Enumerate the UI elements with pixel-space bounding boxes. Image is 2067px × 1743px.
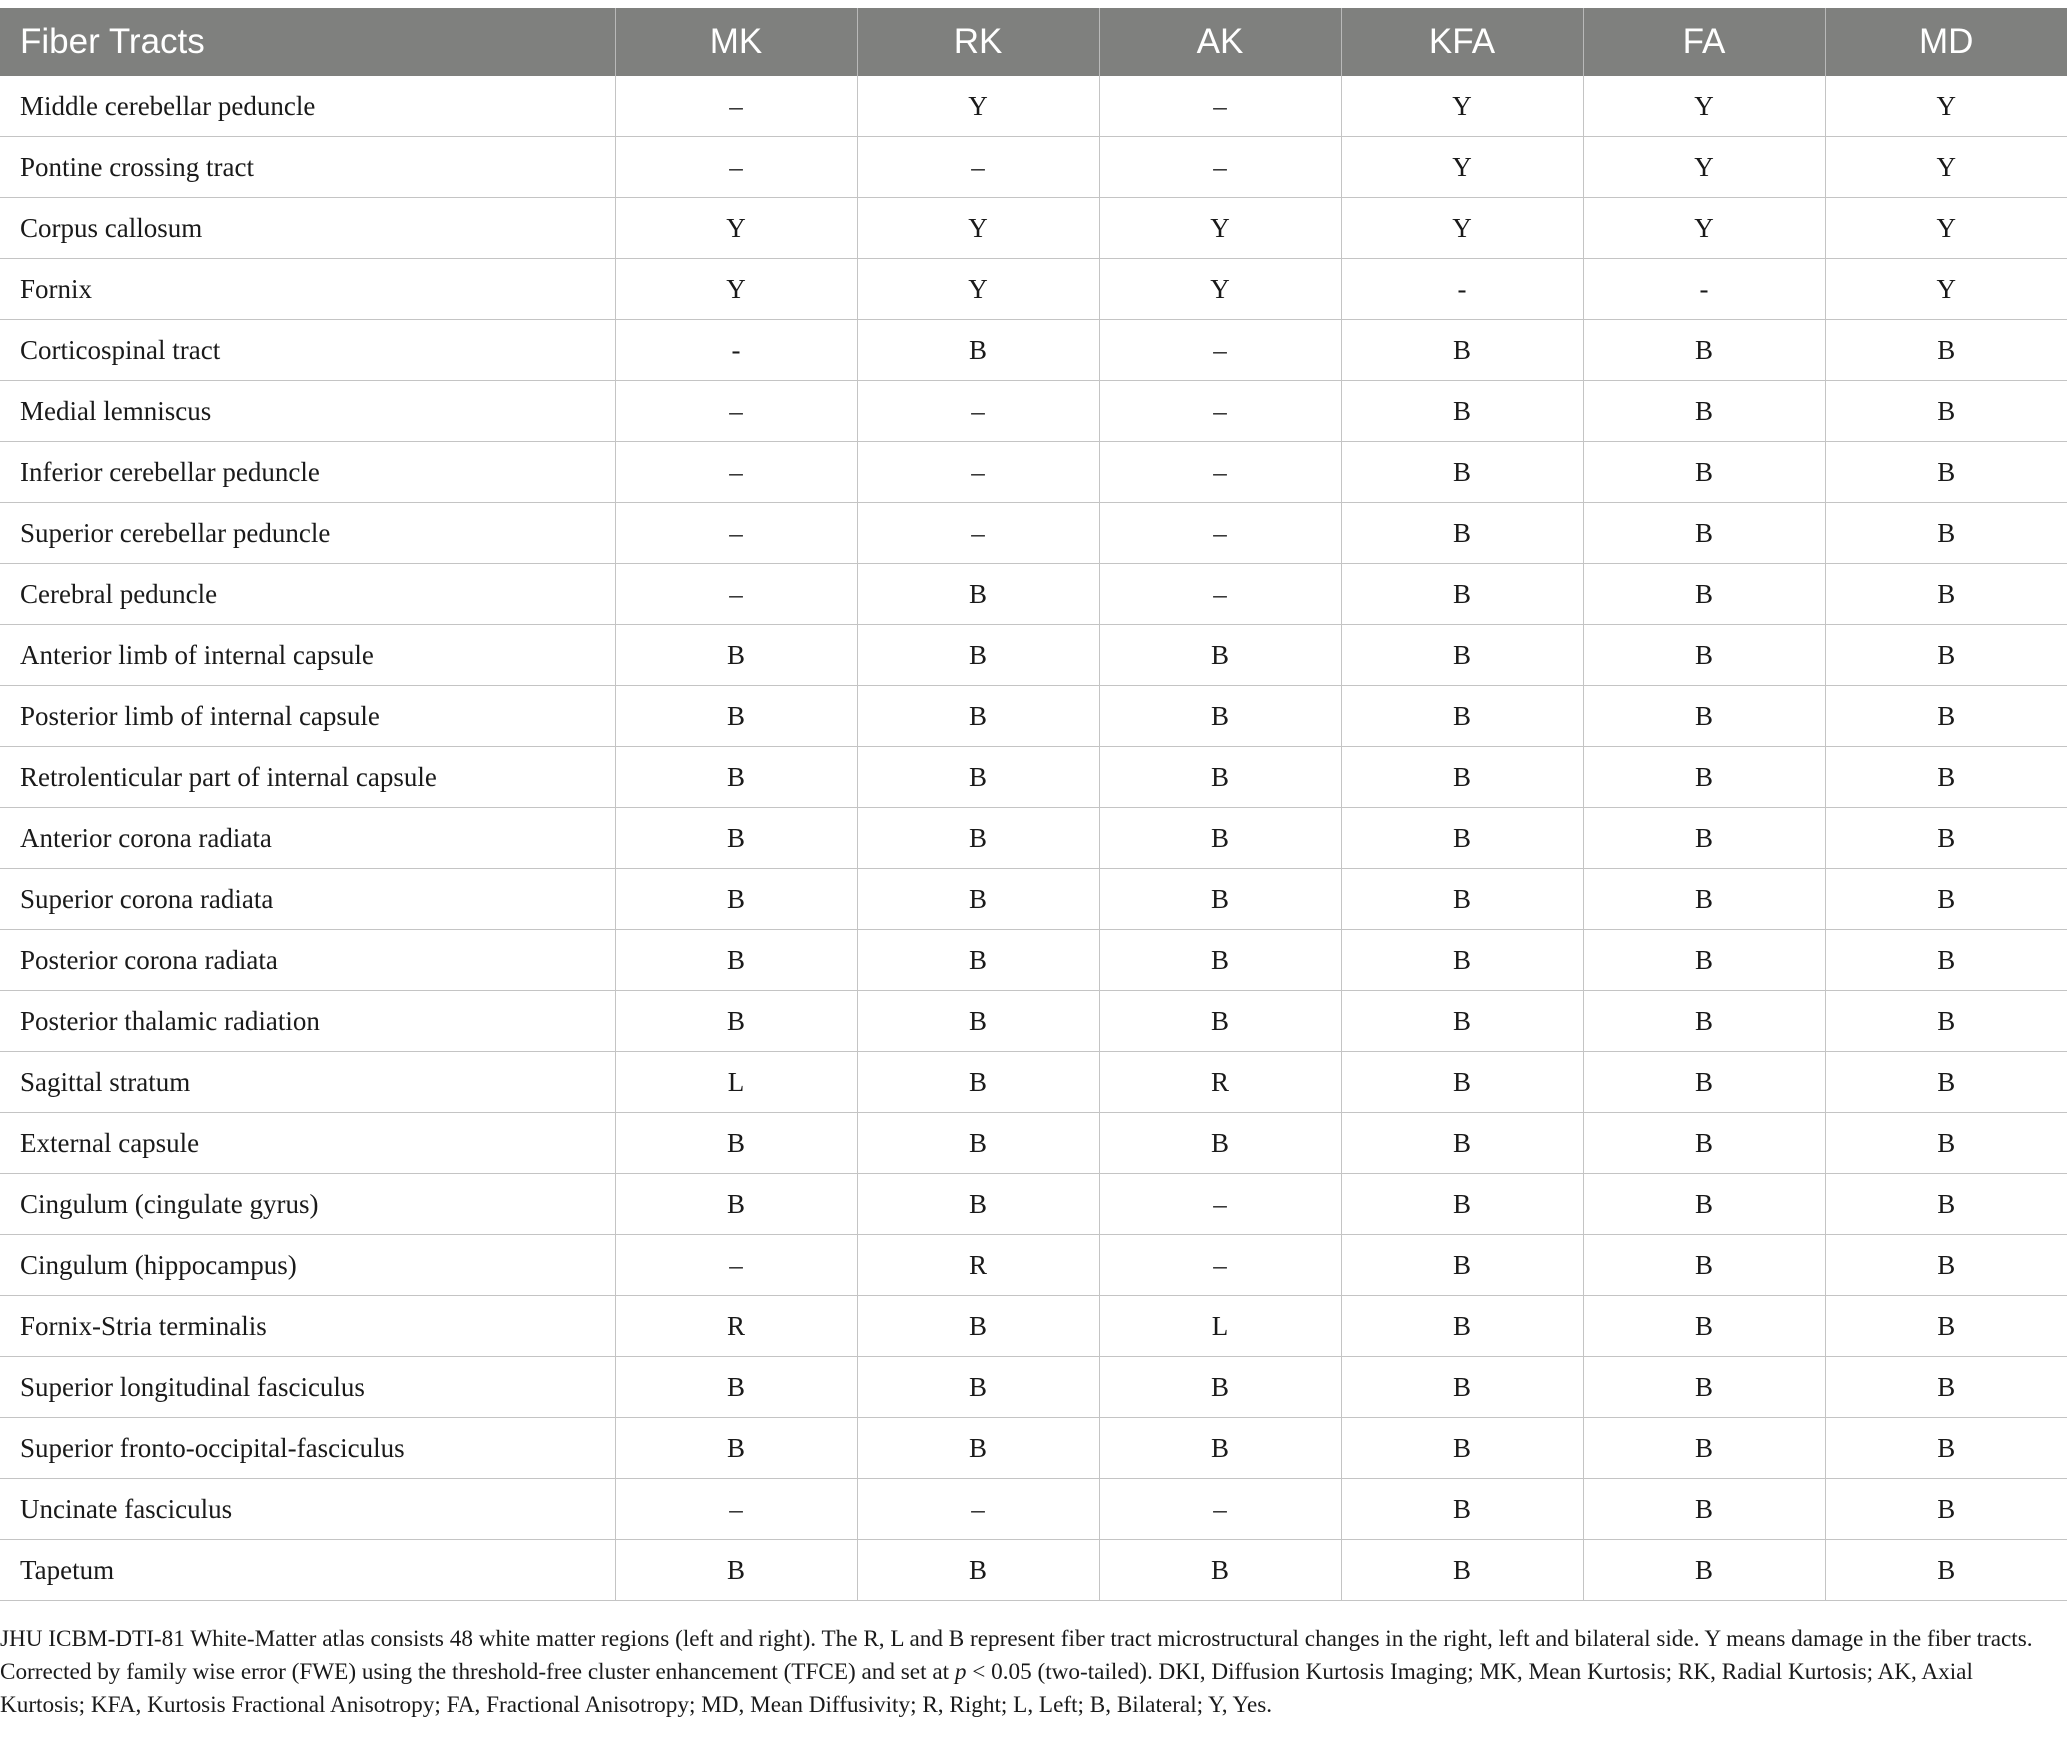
value-cell-ak: Y (1099, 198, 1341, 259)
value-cell-kfa: B (1341, 1540, 1583, 1601)
table-row (0, 991, 2067, 1052)
value-cell-md: Y (1825, 198, 2067, 259)
table-row (0, 625, 2067, 686)
value-cell-kfa: B (1341, 869, 1583, 930)
value-cell-fa: B (1583, 564, 1825, 625)
footnote-text-part2: < 0.05 (two-tailed). DKI, Diffusion Kurtosis Imaging; MK, Mean Kurtosis; RK, Radial Kurtosis; AK, Axial Kurtosis; KFA, Kurtosis Fractional Anisotropy; FA, Fractional Anisotropy; MD, Mean Diffusivity; R, Right; L, Left; B, Bilateral; Y, Yes. (0, 1659, 1973, 1718)
fiber-tract-name-cell: Middle cerebellar peduncle (0, 76, 615, 137)
value-cell-fa: B (1583, 1235, 1825, 1296)
value-cell-fa: B (1583, 503, 1825, 564)
value-cell-ak: B (1099, 930, 1341, 991)
value-cell-md: B (1825, 869, 2067, 930)
table-row (0, 1052, 2067, 1113)
value-cell-rk: B (857, 320, 1099, 381)
fiber-tract-name-cell: Fornix (0, 259, 615, 320)
fiber-tract-name-cell: Cerebral peduncle (0, 564, 615, 625)
value-cell-rk: B (857, 747, 1099, 808)
value-cell-kfa: B (1341, 1479, 1583, 1540)
value-cell-rk: B (857, 1052, 1099, 1113)
value-cell-fa: B (1583, 1479, 1825, 1540)
value-cell-ak: – (1099, 76, 1341, 137)
fiber-tract-name-cell: Cingulum (cingulate gyrus) (0, 1174, 615, 1235)
value-cell-kfa: B (1341, 625, 1583, 686)
fiber-tract-name-cell: Medial lemniscus (0, 381, 615, 442)
value-cell-fa: B (1583, 1174, 1825, 1235)
value-cell-mk: – (615, 137, 857, 198)
value-cell-kfa: B (1341, 1418, 1583, 1479)
value-cell-fa: B (1583, 747, 1825, 808)
value-cell-md: B (1825, 808, 2067, 869)
value-cell-mk: - (615, 320, 857, 381)
fiber-tract-name-cell: Posterior corona radiata (0, 930, 615, 991)
table-body (0, 76, 2067, 1601)
value-cell-mk: B (615, 1113, 857, 1174)
value-cell-ak: – (1099, 503, 1341, 564)
value-cell-fa: B (1583, 442, 1825, 503)
value-cell-mk: B (615, 1174, 857, 1235)
footnote-text (0, 1623, 2060, 1722)
value-cell-rk: B (857, 991, 1099, 1052)
fiber-tract-name-cell: Uncinate fasciculus (0, 1479, 615, 1540)
value-cell-mk: B (615, 686, 857, 747)
value-cell-mk: B (615, 930, 857, 991)
value-cell-md: B (1825, 503, 2067, 564)
value-cell-kfa: B (1341, 930, 1583, 991)
table-row (0, 747, 2067, 808)
table-row (0, 1479, 2067, 1540)
value-cell-kfa: Y (1341, 198, 1583, 259)
value-cell-md: B (1825, 564, 2067, 625)
table-footnote (0, 1623, 2060, 1722)
value-cell-fa: B (1583, 1357, 1825, 1418)
column-header-kfa: KFA (1341, 8, 1583, 76)
value-cell-mk: Y (615, 259, 857, 320)
fiber-tract-name-cell: Anterior limb of internal capsule (0, 625, 615, 686)
table-row (0, 564, 2067, 625)
value-cell-kfa: B (1341, 1296, 1583, 1357)
table-header-row (0, 8, 2067, 76)
value-cell-md: B (1825, 1296, 2067, 1357)
fiber-tract-name-cell: Superior longitudinal fasciculus (0, 1357, 615, 1418)
table-row (0, 381, 2067, 442)
value-cell-kfa: B (1341, 320, 1583, 381)
value-cell-rk: B (857, 1357, 1099, 1418)
value-cell-mk: B (615, 1357, 857, 1418)
value-cell-rk: B (857, 1540, 1099, 1601)
value-cell-md: B (1825, 320, 2067, 381)
value-cell-ak: – (1099, 137, 1341, 198)
value-cell-fa: B (1583, 991, 1825, 1052)
value-cell-md: B (1825, 991, 2067, 1052)
value-cell-rk: B (857, 930, 1099, 991)
value-cell-ak: – (1099, 1479, 1341, 1540)
fiber-tract-name-cell: External capsule (0, 1113, 615, 1174)
value-cell-mk: B (615, 1418, 857, 1479)
fiber-tract-name-cell: Superior cerebellar peduncle (0, 503, 615, 564)
value-cell-md: B (1825, 686, 2067, 747)
value-cell-ak: B (1099, 1357, 1341, 1418)
value-cell-md: B (1825, 1357, 2067, 1418)
value-cell-ak: – (1099, 442, 1341, 503)
value-cell-fa: B (1583, 930, 1825, 991)
value-cell-kfa: B (1341, 808, 1583, 869)
table-row (0, 686, 2067, 747)
table-row (0, 320, 2067, 381)
value-cell-mk: – (615, 442, 857, 503)
value-cell-mk: B (615, 625, 857, 686)
value-cell-rk: – (857, 137, 1099, 198)
value-cell-fa: Y (1583, 137, 1825, 198)
value-cell-kfa: B (1341, 1235, 1583, 1296)
value-cell-fa: B (1583, 1113, 1825, 1174)
value-cell-ak: L (1099, 1296, 1341, 1357)
value-cell-rk: B (857, 564, 1099, 625)
table-row (0, 1235, 2067, 1296)
value-cell-kfa: B (1341, 991, 1583, 1052)
value-cell-md: B (1825, 1479, 2067, 1540)
table-row (0, 1174, 2067, 1235)
value-cell-rk: B (857, 1113, 1099, 1174)
value-cell-mk: B (615, 808, 857, 869)
value-cell-fa: B (1583, 1052, 1825, 1113)
value-cell-rk: Y (857, 76, 1099, 137)
table-row (0, 259, 2067, 320)
value-cell-md: Y (1825, 137, 2067, 198)
table-row (0, 808, 2067, 869)
fiber-tract-name-cell: Inferior cerebellar peduncle (0, 442, 615, 503)
value-cell-md: B (1825, 1235, 2067, 1296)
value-cell-kfa: B (1341, 381, 1583, 442)
value-cell-fa: B (1583, 686, 1825, 747)
value-cell-kfa: Y (1341, 76, 1583, 137)
value-cell-md: Y (1825, 76, 2067, 137)
fiber-tract-name-cell: Superior fronto-occipital-fasciculus (0, 1418, 615, 1479)
value-cell-rk: B (857, 869, 1099, 930)
value-cell-md: Y (1825, 259, 2067, 320)
value-cell-ak: Y (1099, 259, 1341, 320)
fiber-tract-name-cell: Cingulum (hippocampus) (0, 1235, 615, 1296)
value-cell-md: B (1825, 1540, 2067, 1601)
value-cell-kfa: Y (1341, 137, 1583, 198)
value-cell-rk: B (857, 808, 1099, 869)
column-header-fa: FA (1583, 8, 1825, 76)
value-cell-md: B (1825, 930, 2067, 991)
value-cell-fa: B (1583, 381, 1825, 442)
table-row (0, 503, 2067, 564)
value-cell-fa: Y (1583, 198, 1825, 259)
value-cell-mk: B (615, 991, 857, 1052)
column-header-fiber-tracts: Fiber Tracts (0, 8, 615, 76)
value-cell-kfa: B (1341, 747, 1583, 808)
data-table-container (0, 8, 2067, 1601)
table-row (0, 1418, 2067, 1479)
value-cell-rk: Y (857, 259, 1099, 320)
fiber-tracts-table (0, 8, 2067, 1601)
value-cell-mk: – (615, 564, 857, 625)
table-row (0, 442, 2067, 503)
table-row (0, 1540, 2067, 1601)
fiber-tract-name-cell: Fornix-Stria terminalis (0, 1296, 615, 1357)
value-cell-kfa: - (1341, 259, 1583, 320)
value-cell-ak: B (1099, 1540, 1341, 1601)
value-cell-ak: B (1099, 991, 1341, 1052)
value-cell-rk: – (857, 381, 1099, 442)
value-cell-md: B (1825, 625, 2067, 686)
value-cell-md: B (1825, 442, 2067, 503)
value-cell-fa: B (1583, 625, 1825, 686)
value-cell-kfa: B (1341, 1357, 1583, 1418)
value-cell-mk: B (615, 1540, 857, 1601)
value-cell-kfa: B (1341, 1174, 1583, 1235)
value-cell-ak: B (1099, 1418, 1341, 1479)
footnote-p-symbol: p (954, 1659, 967, 1685)
value-cell-ak: – (1099, 564, 1341, 625)
value-cell-fa: Y (1583, 76, 1825, 137)
fiber-tract-name-cell: Superior corona radiata (0, 869, 615, 930)
footnote-text-part1: JHU ICBM-DTI-81 White-Matter atlas consists 48 white matter regions (left and right). The R, L and B represent fiber tract microstructural changes in the right, left and bilateral side. Y means damage in the fiber tracts. Corrected by family wise error (FWE) using the threshold-free cluster enhancement (TFCE) and set at (0, 1626, 2033, 1685)
table-row (0, 1357, 2067, 1418)
value-cell-mk: – (615, 76, 857, 137)
value-cell-ak: – (1099, 1235, 1341, 1296)
value-cell-kfa: B (1341, 503, 1583, 564)
value-cell-ak: – (1099, 1174, 1341, 1235)
table-row (0, 198, 2067, 259)
value-cell-ak: R (1099, 1052, 1341, 1113)
value-cell-kfa: B (1341, 442, 1583, 503)
table-row (0, 1113, 2067, 1174)
fiber-tract-name-cell: Posterior thalamic radiation (0, 991, 615, 1052)
table-row (0, 930, 2067, 991)
value-cell-md: B (1825, 381, 2067, 442)
column-header-mk: MK (615, 8, 857, 76)
value-cell-ak: B (1099, 808, 1341, 869)
value-cell-rk: R (857, 1235, 1099, 1296)
value-cell-fa: B (1583, 1540, 1825, 1601)
value-cell-ak: B (1099, 869, 1341, 930)
value-cell-mk: B (615, 869, 857, 930)
table-row (0, 1296, 2067, 1357)
value-cell-rk: B (857, 1296, 1099, 1357)
value-cell-fa: B (1583, 320, 1825, 381)
fiber-tract-name-cell: Sagittal stratum (0, 1052, 615, 1113)
value-cell-ak: B (1099, 1113, 1341, 1174)
value-cell-md: B (1825, 1052, 2067, 1113)
value-cell-mk: – (615, 381, 857, 442)
value-cell-fa: B (1583, 808, 1825, 869)
value-cell-ak: B (1099, 747, 1341, 808)
value-cell-mk: Y (615, 198, 857, 259)
value-cell-rk: B (857, 1418, 1099, 1479)
value-cell-ak: – (1099, 320, 1341, 381)
fiber-tract-name-cell: Corpus callosum (0, 198, 615, 259)
value-cell-rk: B (857, 625, 1099, 686)
value-cell-rk: – (857, 442, 1099, 503)
value-cell-fa: B (1583, 1296, 1825, 1357)
fiber-tract-name-cell: Posterior limb of internal capsule (0, 686, 615, 747)
value-cell-ak: – (1099, 381, 1341, 442)
value-cell-md: B (1825, 747, 2067, 808)
value-cell-rk: B (857, 1174, 1099, 1235)
column-header-ak: AK (1099, 8, 1341, 76)
value-cell-kfa: B (1341, 686, 1583, 747)
table-row (0, 869, 2067, 930)
value-cell-md: B (1825, 1113, 2067, 1174)
column-header-md: MD (1825, 8, 2067, 76)
value-cell-md: B (1825, 1418, 2067, 1479)
fiber-tract-name-cell: Tapetum (0, 1540, 615, 1601)
value-cell-fa: - (1583, 259, 1825, 320)
fiber-tract-name-cell: Retrolenticular part of internal capsule (0, 747, 615, 808)
value-cell-rk: Y (857, 198, 1099, 259)
value-cell-kfa: B (1341, 1113, 1583, 1174)
value-cell-fa: B (1583, 1418, 1825, 1479)
value-cell-kfa: B (1341, 564, 1583, 625)
value-cell-ak: B (1099, 686, 1341, 747)
table-row (0, 137, 2067, 198)
value-cell-md: B (1825, 1174, 2067, 1235)
value-cell-mk: – (615, 503, 857, 564)
value-cell-mk: L (615, 1052, 857, 1113)
table-row (0, 76, 2067, 137)
fiber-tract-name-cell: Pontine crossing tract (0, 137, 615, 198)
value-cell-mk: R (615, 1296, 857, 1357)
value-cell-ak: B (1099, 625, 1341, 686)
value-cell-kfa: B (1341, 1052, 1583, 1113)
value-cell-rk: B (857, 686, 1099, 747)
fiber-tract-name-cell: Anterior corona radiata (0, 808, 615, 869)
value-cell-rk: – (857, 1479, 1099, 1540)
value-cell-fa: B (1583, 869, 1825, 930)
value-cell-mk: – (615, 1479, 857, 1540)
column-header-rk: RK (857, 8, 1099, 76)
value-cell-mk: – (615, 1235, 857, 1296)
value-cell-rk: – (857, 503, 1099, 564)
fiber-tract-name-cell: Corticospinal tract (0, 320, 615, 381)
value-cell-mk: B (615, 747, 857, 808)
